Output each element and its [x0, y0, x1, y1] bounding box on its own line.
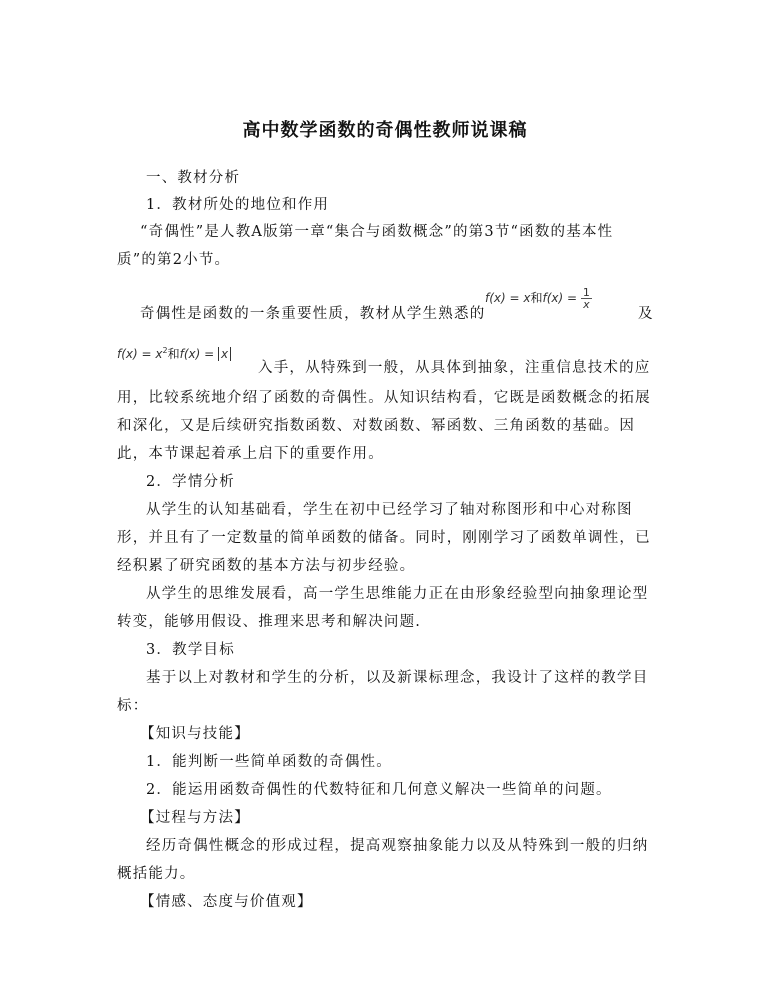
paragraph-6-line-1: 经历奇偶性概念的形成过程，提高观察抽象能力以及从特殊到一般的归纳 [146, 838, 649, 854]
subsection-1-1: 1．教材所处的地位和作用 [146, 197, 330, 213]
knowledge-item-2: 2．能运用函数奇偶性的代数特征和几何意义解决一些简单的问题。 [146, 782, 612, 798]
paragraph-4-line-2: 转变，能够用假设、推理来思考和解决问题. [117, 614, 422, 630]
paragraph-4-line-1: 从学生的思维发展看，高一学生思维能力正在由形象经验型向抽象理论型 [146, 586, 649, 602]
paragraph-3-line-2: 形，并且有了一定数量的简单函数的储备。同时，刚刚学习了函数单调性，已 [117, 530, 651, 546]
paragraph-2-line-3: 用，比较系统地介绍了函数的奇偶性。从知识结构看，它既是函数概念的拓展 [117, 390, 651, 406]
paragraph-2-ji: 及 [638, 306, 654, 322]
subsection-1-2: 2．学情分析 [146, 474, 235, 490]
paragraph-1-line-2: 质”的第2小节。 [117, 252, 231, 268]
heading-emotion-attitude-values: 【情感、态度与价值观】 [140, 894, 313, 910]
paragraph-6-line-2: 概括能力。 [117, 866, 196, 882]
paragraph-1-line-1: “奇偶性”是人教A版第一章“集合与函数概念”的第3节“函数的基本性 [140, 224, 614, 240]
paragraph-5-line-1: 基于以上对教材和学生的分析，以及新课标理念，我设计了这样的教学目 [146, 670, 649, 686]
fraction: $\frac{1}{x}$ [582, 286, 590, 311]
paragraph-2-line-5: 此，本节课起着承上启下的重要作用。 [117, 446, 384, 462]
paragraph-3-line-1: 从学生的认知基础看，学生在初中已经学习了轴对称图形和中心对称图 [146, 502, 633, 518]
page-title: 高中数学函数的奇偶性教师说课稿 [242, 120, 528, 141]
formula-fx-x-and-1-over-x: f(x) = x和f(x) = $\frac{1}{x}$ [485, 286, 590, 311]
paragraph-5-line-2: 标： [117, 698, 149, 714]
paragraph-2-line-1: 奇偶性是函数的一条重要性质，教材从学生熟悉的 [140, 306, 486, 322]
paragraph-3-line-3: 经积累了研究函数的基本方法与初步经验。 [117, 558, 416, 574]
heading-knowledge-skills: 【知识与技能】 [140, 726, 250, 742]
paragraph-2-line-2: 入手，从特殊到一般，从具体到抽象，注重信息技术的应 [258, 360, 651, 376]
subsection-1-3: 3．教学目标 [146, 642, 235, 658]
knowledge-item-1: 1．能判断一些简单函数的奇偶性。 [146, 754, 392, 770]
heading-process-methods: 【过程与方法】 [140, 810, 250, 826]
section-heading-1: 一、教材分析 [146, 170, 241, 186]
formula-x-squared-and-abs-x: $f(x) = x^2$和f(x) = x [117, 345, 231, 362]
paragraph-2-line-4: 和深化，又是后续研究指数函数、对数函数、幂函数、三角函数的基础。因 [117, 418, 636, 434]
